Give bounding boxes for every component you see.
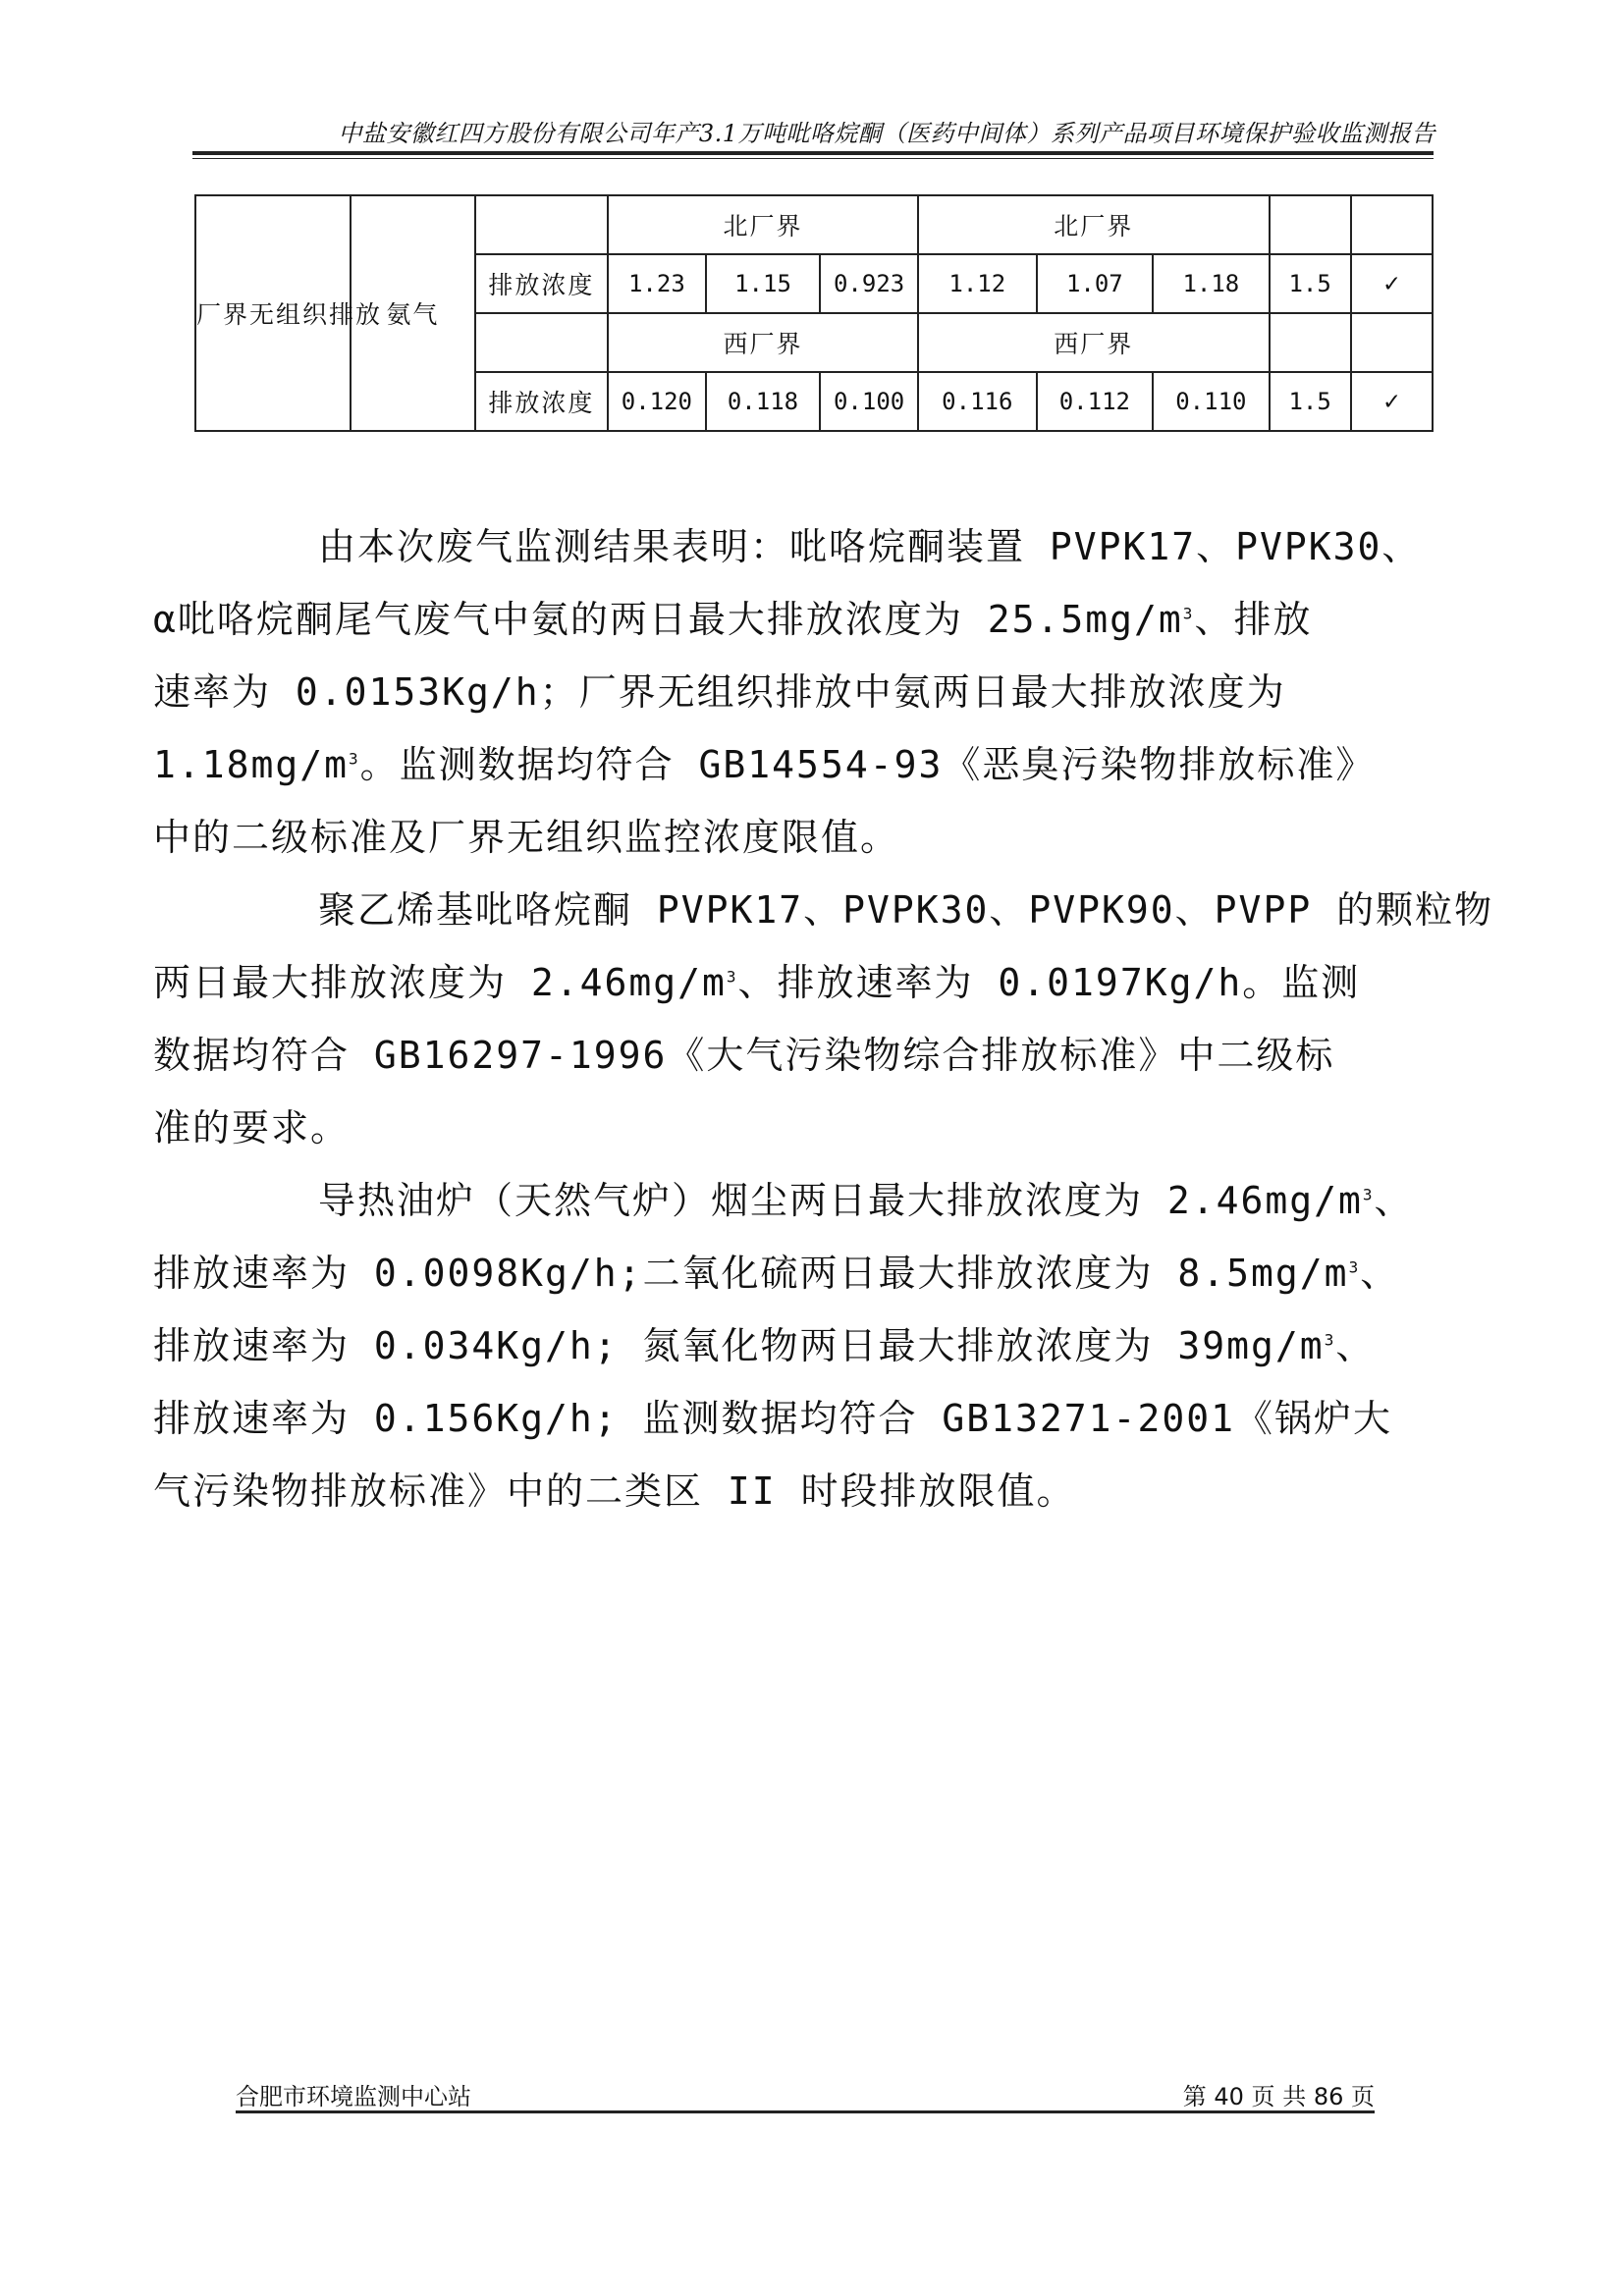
- page-number: 第 40 页 共 86 页: [1182, 2083, 1375, 2110]
- header-rule: [192, 151, 1434, 155]
- text-line: 准的要求。: [153, 1106, 351, 1149]
- text-line: 由本次废气监测结果表明：吡咯烷酮装置 PVPK17、PVPK30、: [318, 525, 1422, 568]
- text-line: 气污染物排放标准》中的二类区 II 时段排放限值。: [153, 1469, 1076, 1513]
- value-cell: 1.15: [706, 254, 820, 313]
- text-line: 排放速率为 0.034Kg/h; 氮氧化物两日最大排放浓度为 $39mg/m^3$、: [153, 1324, 1376, 1367]
- value-cell: 0.100: [820, 372, 918, 431]
- limit-cell: 1.5: [1270, 254, 1351, 313]
- text-line: 数据均符合 GB16297-1996《大气污染物综合排放标准》中二级标: [153, 1034, 1335, 1077]
- empty-cell: [1351, 313, 1433, 372]
- value-cell: 0.120: [608, 372, 706, 431]
- group-header: 北厂界: [918, 195, 1270, 254]
- value-cell: 0.116: [918, 372, 1037, 431]
- text-line: 导热油炉（天然气炉）烟尘两日最大排放浓度为 $2.46mg/m^3$、: [318, 1179, 1414, 1222]
- body-text: [153, 510, 1494, 1527]
- text-line: 速率为 0.0153Kg/h；厂界无组织排放中氨两日最大排放浓度为: [153, 670, 1286, 714]
- value-cell: 1.18: [1153, 254, 1270, 313]
- value-cell: 0.110: [1153, 372, 1270, 431]
- value-cell: 0.923: [820, 254, 918, 313]
- pollutant-cell: 氨气: [351, 195, 475, 431]
- table-row: [195, 195, 1433, 254]
- limit-cell: 1.5: [1270, 372, 1351, 431]
- paragraph-2: [153, 874, 1494, 1164]
- group-header: 北厂界: [608, 195, 918, 254]
- paragraph-3: [153, 1164, 1424, 1527]
- value-cell: 0.112: [1037, 372, 1154, 431]
- metric-label: 排放浓度: [475, 254, 608, 313]
- text-line: 中的二级标准及厂界无组织监控浓度限值。: [153, 816, 900, 859]
- text-line: 排放速率为 0.156Kg/h; 监测数据均符合 GB13271-2001《锅炉大: [153, 1397, 1392, 1440]
- text-line: α吡咯烷酮尾气废气中氨的两日最大排放浓度为 $25.5mg/m^3$、排放: [153, 598, 1313, 641]
- metric-label: 排放浓度: [475, 372, 608, 431]
- check-mark-icon: ✓: [1351, 254, 1433, 313]
- group-header: 西厂界: [608, 313, 918, 372]
- value-cell: 0.118: [706, 372, 820, 431]
- header-rule-thin: [192, 158, 1434, 159]
- text-line: 两日最大排放浓度为 $2.46mg/m^3$、排放速率为 0.0197Kg/h。监测: [153, 961, 1361, 1004]
- value-cell: 1.07: [1037, 254, 1154, 313]
- empty-cell: [475, 313, 608, 372]
- category-cell: 厂界无组织排放: [195, 195, 351, 431]
- text-line: $1.18mg/m^3$。监测数据均符合 GB14554-93《恶臭污染物排放标准》: [153, 743, 1376, 786]
- report-title: 中盐安徽红四方股份有限公司年产3.1万吨吡咯烷酮（医药中间体）系列产品项目环境保护验收监测报告: [338, 120, 1435, 147]
- monitoring-table: [194, 194, 1434, 432]
- empty-cell: [1270, 195, 1351, 254]
- paragraph-1: [153, 510, 1424, 874]
- value-cell: 1.12: [918, 254, 1037, 313]
- value-cell: 1.23: [608, 254, 706, 313]
- footer-rule: [236, 2110, 1375, 2113]
- footer-org: 合肥市环境监测中心站: [236, 2083, 471, 2110]
- empty-cell: [475, 195, 608, 254]
- text-line: 排放速率为 0.0098Kg/h;二氧化硫两日最大排放浓度为 $8.5mg/m^3$、: [153, 1252, 1400, 1295]
- text-line: 聚乙烯基吡咯烷酮 PVPK17、PVPK30、PVPK90、PVPP 的颗粒物: [318, 888, 1494, 932]
- group-header: 西厂界: [918, 313, 1270, 372]
- empty-cell: [1351, 195, 1433, 254]
- empty-cell: [1270, 313, 1351, 372]
- check-mark-icon: ✓: [1351, 372, 1433, 431]
